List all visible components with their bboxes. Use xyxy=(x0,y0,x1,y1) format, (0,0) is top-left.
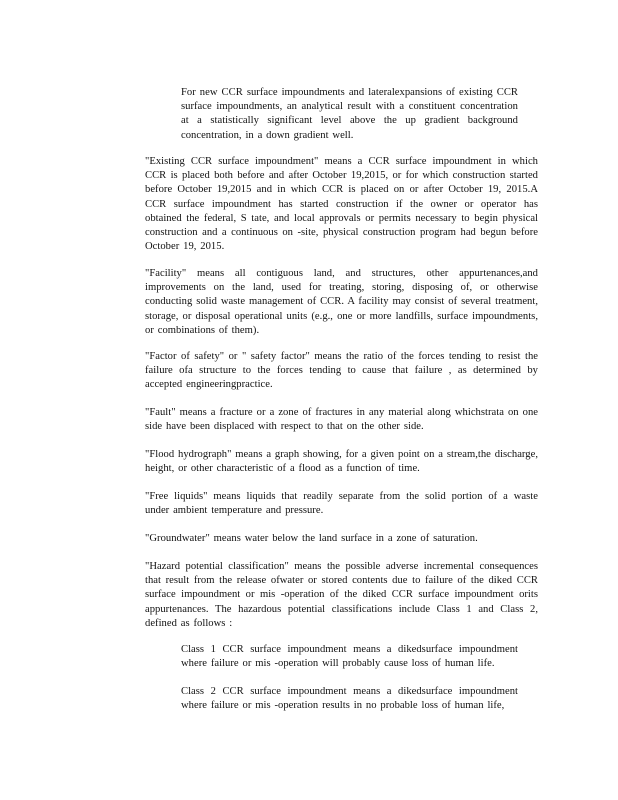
definition-flood-hydrograph: "Flood hydrograph" means a graph showing, for a given point on a stream,the discharge, height, or other characteristic of a flood as a function of time. xyxy=(145,449,538,475)
definition-fault: "Fault" means a fracture or a zone of fractures in any material along whichstrata on one side have been displaced with respect to that on the other side. xyxy=(145,407,538,433)
definition-facility: "Facility" means all contiguous land, and structures, other appurtenances,and improvements on the land, used for treating, storing, disposing of, or otherwise conducting solid waste management of CCR. A facility may consist of several treatment, storage, or disposal operational units (e.g., one or more landfills, surface impoundments, or combinations of them). xyxy=(145,268,538,336)
definition-hazard-potential-classification: "Hazard potential classification" means the possible adverse incremental consequences that result from the release ofwater or stored contents due to failure of the diked CCR surface impoundment or mis -operation of the diked CCR surface impoundment orits appurtenances. The hazardous potential classifications include Class 1 and Class 2, defined as follows : xyxy=(145,561,538,629)
definition-class-2: Class 2 CCR surface impoundment means a dikedsurface impoundment where failure or mis -operation results in no probable loss of human life, xyxy=(181,686,518,712)
definition-free-liquids: "Free liquids" means liquids that readily separate from the solid portion of a waste under ambient temperature and pressure. xyxy=(145,491,538,517)
definition-groundwater: "Groundwater" means water below the land surface in a zone of saturation. xyxy=(145,533,478,544)
paragraph-new-ccr-surface-impoundments: For new CCR surface impoundments and lateralexpansions of existing CCR surface impoundments, an analytical result with a constituent concentration at a statistically significant level above the up gradient background concentration, in a down gradient well. xyxy=(181,87,518,141)
definition-class-1: Class 1 CCR surface impoundment means a dikedsurface impoundment where failure or mis -operation will probably cause loss of human life. xyxy=(181,644,518,670)
definition-factor-of-safety: "Factor of safety" or " safety factor" means the ratio of the forces tending to resist the failure ofa structure to the forces tending to cause that failure , as determined by accepted engineeringpractice. xyxy=(145,351,538,391)
definition-existing-ccr-surface-impoundment: "Existing CCR surface impoundment" means a CCR surface impoundment in which CCR is placed both before and after October 19,2015, or for which construction started before October 19,2015 and in which CCR is placed on or after October 19, 2015.A CCR surface impoundment has started construction if the owner or operator has obtained the federal, S tate, and local approvals or permits necessary to begin physical construction and a continuous on -site, physical construction program had begun before October 19, 2015. xyxy=(145,156,538,253)
